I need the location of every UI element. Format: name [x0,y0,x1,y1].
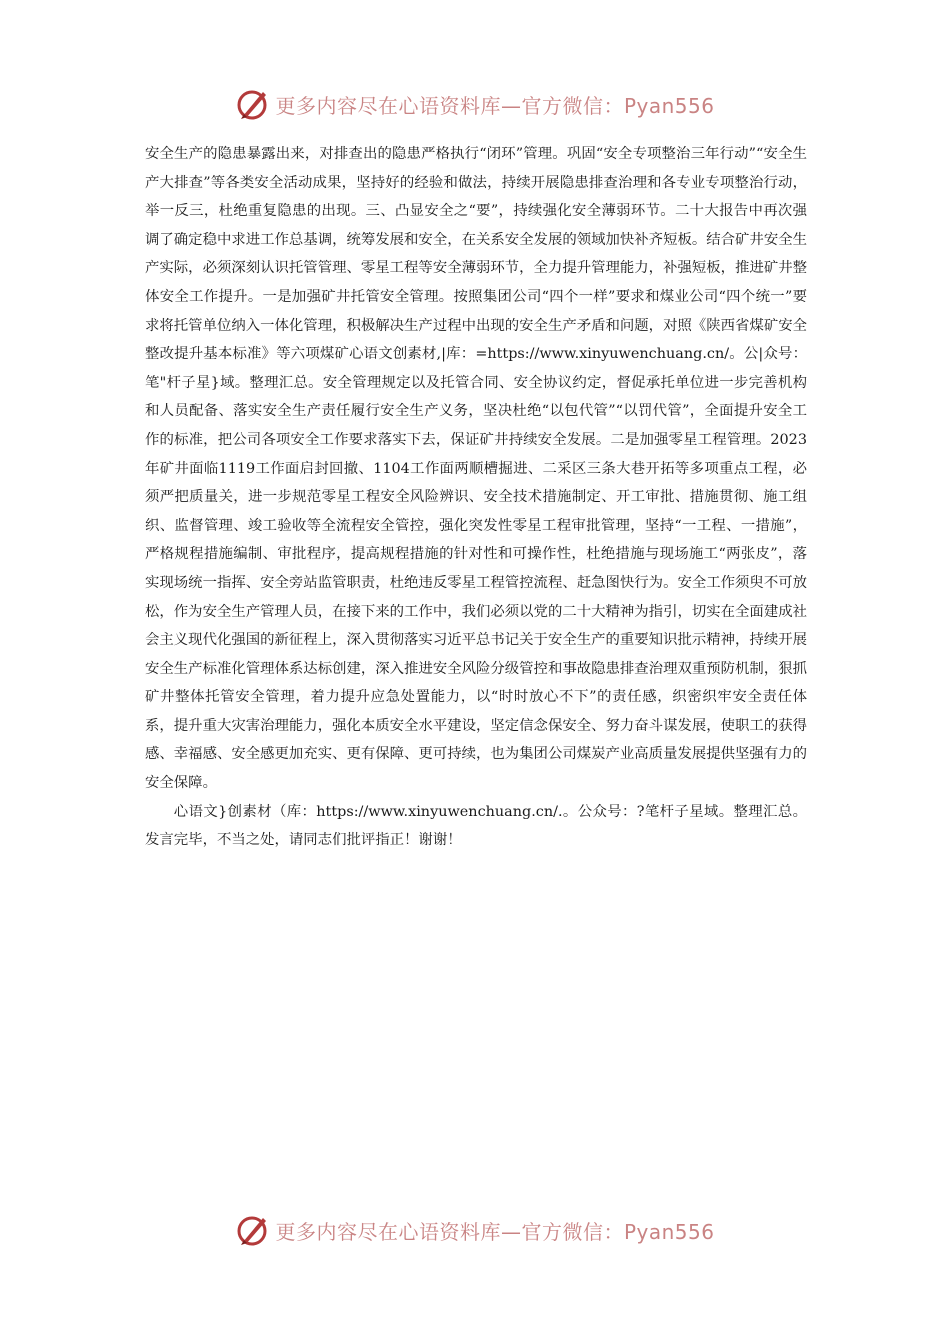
document-body [145,140,807,855]
header-banner-text: 更多内容尽在心语资料库—官方微信：Pyan556 [275,93,715,118]
closing-paragraph: 心语文}创素材（库：https://www.xinyuwenchuang.cn/.。公众号：?笔杆子星域。整理汇总。发言完毕，不当之处，请同志们批评指正！谢谢！ [145,803,807,849]
body-paragraph: 安全生产的隐患暴露出来，对排查出的隐患严格执行“闭环”管理。巩固“安全专项整治三年行动”“安全生产大排查”等各类安全活动成果，坚持好的经验和做法，持续开展隐患排查治理和各专业专项整治行动，举一反三，杜绝重复隐患的出现。三、凸显安全之“要”，持续强化安全薄弱环节。二十大报告中再次强调了确定稳中求进工作总基调，统筹发展和安全，在关系安全发展的领域加快补齐短板。结合矿井安全生产实际，必须深刻认识托管管理、零星工程等安全薄弱环节，全力提升管理能力，补强短板，推进矿井整体安全工作提升。一是加强矿井托管安全管理。按照集团公司“四个一样”要求和煤业公司“四个统一”要求将托管单位纳入一体化管理，积极解决生产过程中出现的安全生产矛盾和问题，对照《陕西省煤矿安全整改提升基本标准》等六项煤矿心语文创素材,|库：=https://www.xinyuwenchuang.cn/。公|众号：笔"杆子星}域。整理汇总。安全管理规定以及托管合同、安全协议约定，督促承托单位进一步完善机构和人员配备、落实安全生产责任履行安全生产义务，坚决杜绝“以包代管”“以罚代管”，全面提升安全工作的标准，把公司各项安全工作要求落实下去，保证矿井持续安全发展。二是加强零星工程管理。2023年矿井面临1119工作面启封回撤、1104工作面两顺槽掘进、二采区三条大巷开拓等多项重点工程，必须严把质量关，进一步规范零星工程安全风险辨识、安全技术措施制定、开工审批、措施贯彻、施工组织、监督管理、竣工验收等全流程安全管控，强化突发性零星工程审批管理，坚持“一工程、一措施”，严格规程措施编制、审批程序，提高规程措施的针对性和可操作性，杜绝措施与现场施工“两张皮”，落实现场统一指挥、安全旁站监管职责，杜绝违反零星工程管控流程、赶急图快行为。安全工作须臾不可放松，作为安全生产管理人员，在接下来的工作中，我们必须以党的二十大精神为指引，切实在全面建成社会主义现代化强国的新征程上，深入贯彻落实习近平总书记关于安全生产的重要知识批示精神，持续开展安全生产标准化管理体系达标创建，深入推进安全风险分级管控和事故隐患排查治理双重预防机制，狠抓矿井整体托管安全管理，着力提升应急处置能力，以“时时放心不下”的责任感，织密织牢安全责任体系，提升重大灾害治理能力，强化本质安全水平建设，坚定信念保安全、努力奋斗谋发展，使职工的获得感、幸福感、安全感更加充实、更有保障、更可持续，也为集团公司煤炭产业高质量发展提供坚强有力的安全保障。 [145,146,807,792]
pen-logo-icon [235,86,271,122]
footer-banner [0,1210,950,1250]
footer-banner-text: 更多内容尽在心语资料库—官方微信：Pyan556 [275,1219,715,1244]
header-banner [0,84,950,124]
pen-logo-icon [235,1212,271,1248]
